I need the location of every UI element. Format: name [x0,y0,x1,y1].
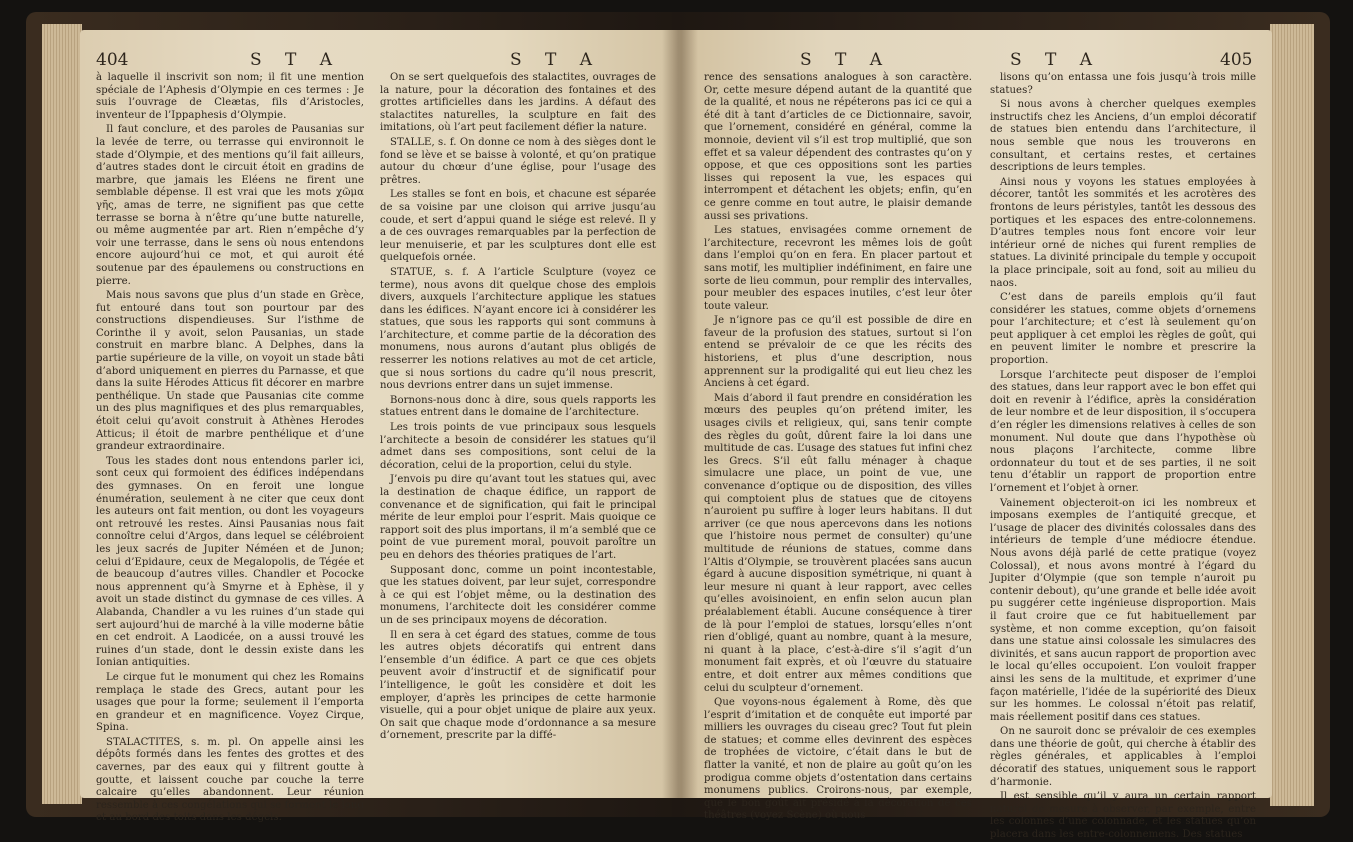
paragraph: On ne sauroit donc se prévaloir de ces exemples dans une théorie de goût, qui cherche à établir des règles générales, et applicables à l’emploi décoratif des statues, uniquement sous le rapport d’harmonie. [990,726,1256,788]
paragraph: STATUE, s. f. A l’article Sculpture (voyez ce terme), nous avons dit quelque chose des emplois divers, auxquels l’architecture applique les statues dans les édifices. N’ayant encore ici à considérer les statues, que sous les rapports qui sont communs à l’architecture, et comme partie de la décoration des monumens, nous aurons d’autant plus obligés de resserrer les notions relatives au mot de cet article, que si nous sortions du cadre qu’il nous prescrit, nous devrions entrer dans un sujet immense. [380,266,656,392]
page-number-right: 405 [1220,50,1253,70]
paragraph: Que voyons-nous également à Rome, dès que l’esprit d’imitation et de conquête eut importé par milliers les ouvrages du ciseau grec? Tout fut plein de statues; et comme elles devinrent des espèces de trophées de victoire, c’était dans le but de flatter la vanité, et non de plaire au goût qu’on les prodigua comme objets d’ostentation dans certains monumens publics. Croirons-nous, par exemple, que le bon goût ait présidé à la décoration de ces théâtres (voyez Scène) où nous [704,697,972,822]
paragraph: J’envois pu dire qu’avant tout les statues qui, avec la destination de chaque édifice, un rapport de convenance et de signification, qui fait le principal mérite de leur emploi pour l’esprit. Mais quoique ce rapport soit des plus importans, il m’a semblé que ce point de vue purement moral, pouvoit paroître un peu en dehors des théories pratiques de l’art. [380,474,656,561]
paragraph: Les statues, envisagées comme ornement de l’architecture, recevront les mêmes lois de goût dans l’emploi qu’on en fera. En placer partout et sans motif, les multiplier indéfiniment, en faire une sorte de lieu commun, pour remplir des intervalles, pour meubler des espaces inutiles, c’est leur ôter toute valeur. [704,225,972,312]
paragraph: Il faut conclure, et des paroles de Pausanias sur la levée de terre, ou terrasse qui environnoit le stade d’Olympie, et des mentions qu’il fait ailleurs, d’autres stades dont le circuit étoit en gradins de marbre, que jamais les Eléens ne firent une semblable dépense. Il est vrai que les mots χῶμα γῆς, amas de terre, ne signifient pas que cette terrasse se borna à n’être qu’une butte naturelle, ou même augmentée par art. Rien n’empêche d’y voir une terrasse, dans le sens où nous entendons encore aujourd’hui ce mot, et qui auroit été soutenue par des épaulemens ou constructions en pierre. [96,124,364,287]
right-page-column-1 [704,72,972,822]
paragraph: Il est sensible qu’il y aura un certain rapport naturel de mesure à observer, par exemple, entre les colonnes d’une colonnade, et les statues qu’on placera dans les entre-colonnemens. Des statues [990,791,1256,841]
page-edges-right [1270,24,1314,806]
paragraph: Les trois points de vue principaux sous lesquels l’architecte a besoin de considérer les statues qu’il admet dans ses compositions, sont celui de la décoration, celui de la proportion, celui du style. [380,422,656,471]
paragraph: Mais d’abord il faut prendre en considération les mœurs des peuples qu’on prétend imiter, les usages civils et religieux, qui, sans tenir compte des règles du goût, dûrent faire la loi dans une multitude de cas. L’usage des statues fut infini chez les Grecs. S’il eût fallu ménager à chaque simulacre une place, un point de vue, une convenance d’optique ou de disposition, des villes qui comptoient plus de statues que de citoyens n’auroient pu suffire à loger leurs habitans. Il dut arriver (ce que nous apercevons dans les notions que l’histoire nous permet de consulter) qu’une multitude de réunions de statues, comme dans l’Altis d’Olympie, se trouvèrent placées sans aucun égard à aucune disposition symétrique, ni quant à leur mesure ni quant à leur rapport, avec celles qu’elles avoisinoient, en enfin selon aucun plan préalablement établi. Aucune conséquence à tirer de là pour l’emploi de statues, lorsqu’elles n’ont rien d’obligé, quant au nombre, quant à la mesure, ni quant à la place, c’est-à-dire s’il s’agit d’un monument fait exprès, et où l’œuvre du statuaire entre, et doit entrer aux mêmes conditions que celui du sculpteur d’ornement. [704,392,972,694]
paragraph: Les stalles se font en bois, et chacune est séparée de sa voisine par une cloison qui arrive jusqu’au coude, et sert d’appui quand le siége est relevé. Il y a de ces ouvrages remarquables par la perfection de leur menuiserie, et par les sculptures dont elle est quelquefois ornée. [380,189,656,264]
paragraph: Tous les stades dont nous entendons parler ici, sont ceux qui formoient des édifices indépendans des gymnases. On en feroit une longue énumération, seulement à ne citer que ceux dont les auteurs ont fait mention, ou dont les voyageurs ont retrouvé les restes. Ainsi Pausanias nous fait connoître celui d’Argos, dans lequel se célébroient les jeux sacrés de Jupiter Néméen et de Junon; celui d’Epidaure, ceux de Megalopolis, de Tégée et de beaucoup d’autres villes. Chandler et Pococke nous apprennent qu’à Smyrne et à Ephèse, il y avoit un stade distinct du gymnase de ces villes. A Alabanda, Chandler a vu les ruines d’un stade qui sert aujourd’hui de marché à la ville moderne bâtie en cet endroit. A Laodicée, on a aussi trouvé les ruines d’un stade, dont le dessin existe dans les Ionian antiquities. [96,455,364,669]
paragraph: Bornons-nous donc à dire, sous quels rapports les statues entrent dans le domaine de l’architecture. [380,394,656,419]
paragraph: lisons qu’on entassa une fois jusqu’à trois mille statues? [990,72,1256,96]
book-gutter [662,30,698,798]
running-head-right: S T A [510,50,602,70]
page-edges-left [42,24,82,804]
paragraph: On se sert quelquefois des stalactites, ouvrages de la nature, pour la décoration des fontaines et des grottes artificielles dans les jardins. A défaut des stalactites naturelles, la sculpture en fait des imitations, où l’art peut facilement défier la nature. [380,72,656,134]
left-page [80,30,680,824]
running-head-right: S T A [1010,50,1102,70]
paragraph: C’est dans de pareils emplois qu’il faut considérer les statues, comme objets d’ornemens pour l’architecture; et c’est là seulement qu’on peut appliquer à cet emploi les règles de goût, qui en peuvent limiter le nombre et prescrire la proportion. [990,292,1256,367]
paragraph: Vainement objecteroit-on ici les nombreux et imposans exemples de l’antiquité grecque, et l’usage de placer des divinités colossales dans des intérieurs de temple d’une médiocre étendue. Nous avons déjà parlé de cette pratique (voyez Colossal), et nous avons montré à l’égard du Jupiter d’Olympie (que son temple n’auroit pu contenir debout), qu’une grande et belle idée avoit pu suggérer cette ingénieuse disproportion. Mais il faut croire que ce fut habituellement par système, et non comme exception, qu’on faisoit dans une statue ainsi colossale les simulacres des divinités, et sans aucun rapport de proportion avec le local qu’elles occupoient. L’on vouloit frapper ainsi les sens de la multitude, et exprimer d’une façon matérielle, l’idée de la supériorité des Dieux sur les hommes. Le colossal n’étoit pas relatif, mais réellement positif dans ces statues. [990,497,1256,723]
left-page-column-1 [96,72,364,824]
paragraph: Supposant donc, comme un point incontestable, que les statues doivent, par leur sujet, correspondre à ce qui est l’objet même, ou la destination des monumens, l’architecte doit les considérer comme un de ses principaux moyens de décoration. [380,564,656,626]
paragraph: Si nous avons à chercher quelques exemples instructifs chez les Anciens, d’un emploi décoratif de statues bien entendu dans l’architecture, il nous semble que nous les trouverons en consultant, et certains restes, et certaines descriptions de leurs temples. [990,99,1256,174]
paragraph: Le cirque fut le monument qui chez les Romains remplaça le stade des Grecs, autant pour les usages que pour la forme; seulement il l’emporta en grandeur et en magnificence. Voyez Cirque, Spina. [96,671,364,734]
paragraph: Mais nous savons que plus d’un stade en Grèce, fut entouré dans tout son pourtour par des constructions dispendieuses. Sur l’isthme de Corinthe il y avoit, selon Pausanias, un stade construit en marbre blanc. A Delphes, dans la partie supérieure de la ville, on voyoit un stade bâti d’abord uniquement en pierres du Parnasse, et que dans la suite Hérodes Atticus fit décorer en marbre penthélique. Un stade que Pausanias cite comme un des plus magnifiques et des plus remarquables, étoit celui qu’avoit construit à Athènes Herodes Atticus; il étoit de marbre penthélique et d’une grandeur extraordinaire. [96,290,364,453]
left-page-column-2 [380,72,656,792]
paragraph: Ainsi nous y voyons les statues employées à décorer, tantôt les sommités et les acrotères des frontons de leurs péristyles, tantôt les dessous des portiques et les espaces des entre-colonnemens. D’autres temples nous font encore voir leur intérieur orné de niches qui furent remplies de statues. La divinité principale du temple y occupoit la place principale, soit au fond, soit au milieu du naos. [990,176,1256,289]
paragraph: Lorsque l’architecte peut disposer de l’emploi des statues, dans leur rapport avec le bon effet qui doit en revenir à l’édifice, après la considération de leur nombre et de leur disposition, il s’occupera d’en régler les dimensions relatives à celles de son monument. Nul doute que dans l’hypothèse où nous plaçons l’architecte, comme libre ordonnateur du tout et de ses parties, il ne soit tenu d’établir un rapport de proportion entre l’ornement et l’objet à orner. [990,369,1256,494]
paragraph: Il en sera à cet égard des statues, comme de tous les autres objets décoratifs qui entrent dans l’ensemble d’un édifice. A part ce que ces objets peuvent avoir d’instructif et de significatif pour l’intelligence, le goût les considère et doit les employer, d’après les principes de cette harmonie visuelle, qui a pour objet unique de plaire aux yeux. On sait que chaque mode d’ordonnance a sa mesure d’ornement, prescrite par la diffé- [380,629,656,742]
right-page [680,30,1272,841]
paragraph: à laquelle il inscrivit son nom; il fit une mention spéciale de l’Aphesis d’Olympie en ces termes : Je suis l’ouvrage de Cleætas, fils d’Aristocles, inventeur de l’Ippaphesis d’Olympie. [96,72,364,121]
right-page-column-2 [990,72,1256,841]
paragraph: Je n’ignore pas ce qu’il est possible de dire en faveur de la profusion des statues, surtout si l’on entend se prévaloir de ce que les récits des historiens, et plus d’une description, nous apprennent sur la prodigalité qui eut lieu chez les Anciens à cet égard. [704,315,972,390]
paragraph: rence des sensations analogues à son caractère. Or, cette mesure dépend autant de la quantité que de la qualité, et nous ne répéterons pas ici ce qui a été dit à tant d’articles de ce Dictionnaire, savoir, que l’ornement, considéré en général, comme la monnoie, devient vil s’il est trop multiplié, que son effet et sa valeur dépendent des contrastes qu’on y oppose, et que ces oppositions sont les parties lisses qui reposent la vue, les espaces qui interrompent et détachent les objets; enfin, qu’en ce genre comme en tout autre, le plaisir demande aussi ses privations. [704,72,972,222]
paragraph: STALACTITES, s. m. pl. On appelle ainsi les dépôts formés dans les fentes des grottes et des cavernes, par des eaux qui y filtrent goutte à goutte, et laissent couche par couche la terre calcaire qu’elles abandonnent. Leur réunion ressemble à ces congélations qui se forment le long et au bord des toits dans les dégels. [96,736,364,824]
page-number-left: 404 [96,50,129,70]
running-head-left: S T A [250,50,342,70]
running-head-left: S T A [800,50,892,70]
paragraph: STALLE, s. f. On donne ce nom à des sièges dont le fond se lève et se baisse à volonté, et qu’on pratique autour du chœur d’une église, pour l’usage des prêtres. [380,136,656,186]
